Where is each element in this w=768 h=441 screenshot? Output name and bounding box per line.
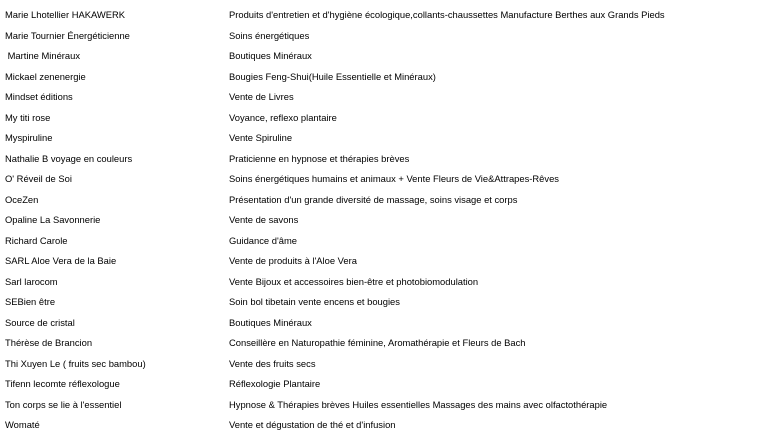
exhibitor-name: Sarl larocom xyxy=(5,275,58,287)
exhibitor-description: Soins énergétiques humains et animaux + Vente Fleurs de Vie&Attrapes-Rêves xyxy=(229,173,559,184)
exhibitor-name: O' Réveil de Soi xyxy=(5,173,72,184)
exhibitor-name: Tifenn lecomte réflexologue xyxy=(5,378,120,389)
exhibitor-name: Source de cristal xyxy=(5,316,75,328)
exhibitor-name: Martine Minéraux xyxy=(5,50,81,61)
exhibitor-name: Marie Lhotellier HAKAWERK xyxy=(5,9,126,20)
exhibitor-description: Soin bol tibetain vente encens et bougies xyxy=(229,296,400,307)
list-row xyxy=(0,313,768,334)
exhibitor-name: SEBien être xyxy=(5,296,56,307)
list-row xyxy=(0,251,768,272)
exhibitor-name: Womaté xyxy=(5,419,40,430)
exhibitor-description: Boutiques Minéraux xyxy=(229,50,312,61)
exhibitor-description: Produits d'entretien et d'hygiène écologique,collants-chaussettes Manufacture Berthes aux Grands Pieds xyxy=(229,9,665,20)
exhibitor-description: Vente de Livres xyxy=(229,91,294,102)
exhibitor-description: Vente des fruits secs xyxy=(229,357,316,369)
list-row xyxy=(0,395,768,416)
exhibitor-name: Ton corps se lie à l'essentiel xyxy=(5,398,122,410)
exhibitor-description: Praticienne en hypnose et thérapies brèves xyxy=(229,152,410,164)
exhibitor-name: Thérèse de Brancion xyxy=(5,337,93,348)
exhibitor-description: Vente de produits à l'Aloe Vera xyxy=(229,255,357,266)
list-row xyxy=(0,333,768,354)
exhibitor-description: Boutiques Minéraux xyxy=(229,316,312,328)
list-row xyxy=(0,128,768,149)
list-row xyxy=(0,292,768,313)
list-row xyxy=(0,354,768,375)
list-row xyxy=(0,67,768,88)
exhibitor-description: Présentation d'un grande diversité de massage, soins visage et corps xyxy=(229,193,518,205)
exhibitor-description: Guidance d'âme xyxy=(229,234,297,246)
exhibitor-name: Mindset éditions xyxy=(5,91,73,102)
list-row xyxy=(0,169,768,190)
exhibitor-description: Voyance, reflexo plantaire xyxy=(229,111,337,123)
exhibitor-name: Thi Xuyen Le ( fruits sec bambou) xyxy=(5,357,146,369)
exhibitor-description: Conseillère en Naturopathie féminine, Aromathérapie et Fleurs de Bach xyxy=(229,337,526,348)
exhibitor-name: OceZen xyxy=(5,193,39,205)
list-row xyxy=(0,87,768,108)
exhibitor-description: Vente de savons xyxy=(229,214,299,225)
exhibitor-description: Vente Spiruline xyxy=(229,132,293,143)
exhibitor-description: Soins énergétiques xyxy=(229,29,310,41)
exhibitor-name: Nathalie B voyage en couleurs xyxy=(5,152,133,164)
list-row xyxy=(0,26,768,47)
exhibitor-description: Bougies Feng-Shui(Huile Essentielle et Minéraux) xyxy=(229,70,436,82)
exhibitor-name: Myspiruline xyxy=(5,132,53,143)
list-row xyxy=(0,272,768,293)
list-row xyxy=(0,46,768,67)
exhibitor-name: Marie Tournier Énergéticienne xyxy=(5,29,130,41)
exhibitor-description: Vente et dégustation de thé et d'infusion xyxy=(229,419,396,430)
list-row xyxy=(0,415,768,436)
list-row xyxy=(0,149,768,170)
list-row xyxy=(0,190,768,211)
exhibitor-name: SARL Aloe Vera de la Baie xyxy=(5,255,117,266)
list-row xyxy=(0,5,768,26)
list-row xyxy=(0,231,768,252)
exhibitor-description: Hypnose & Thérapies brèves Huiles essentielles Massages des mains avec olfactothérapie xyxy=(229,398,608,410)
exhibitor-name: Richard Carole xyxy=(5,234,68,246)
exhibitor-description: Réflexologie Plantaire xyxy=(229,378,321,389)
list-row xyxy=(0,108,768,129)
exhibitor-name: My titi rose xyxy=(5,111,51,123)
list-row xyxy=(0,210,768,231)
exhibitor-description: Vente Bijoux et accessoires bien-être et photobiomodulation xyxy=(229,275,479,287)
exhibitor-name: Opaline La Savonnerie xyxy=(5,214,101,225)
exhibitor-name: Mickael zenenergie xyxy=(5,70,86,82)
list-row xyxy=(0,374,768,395)
